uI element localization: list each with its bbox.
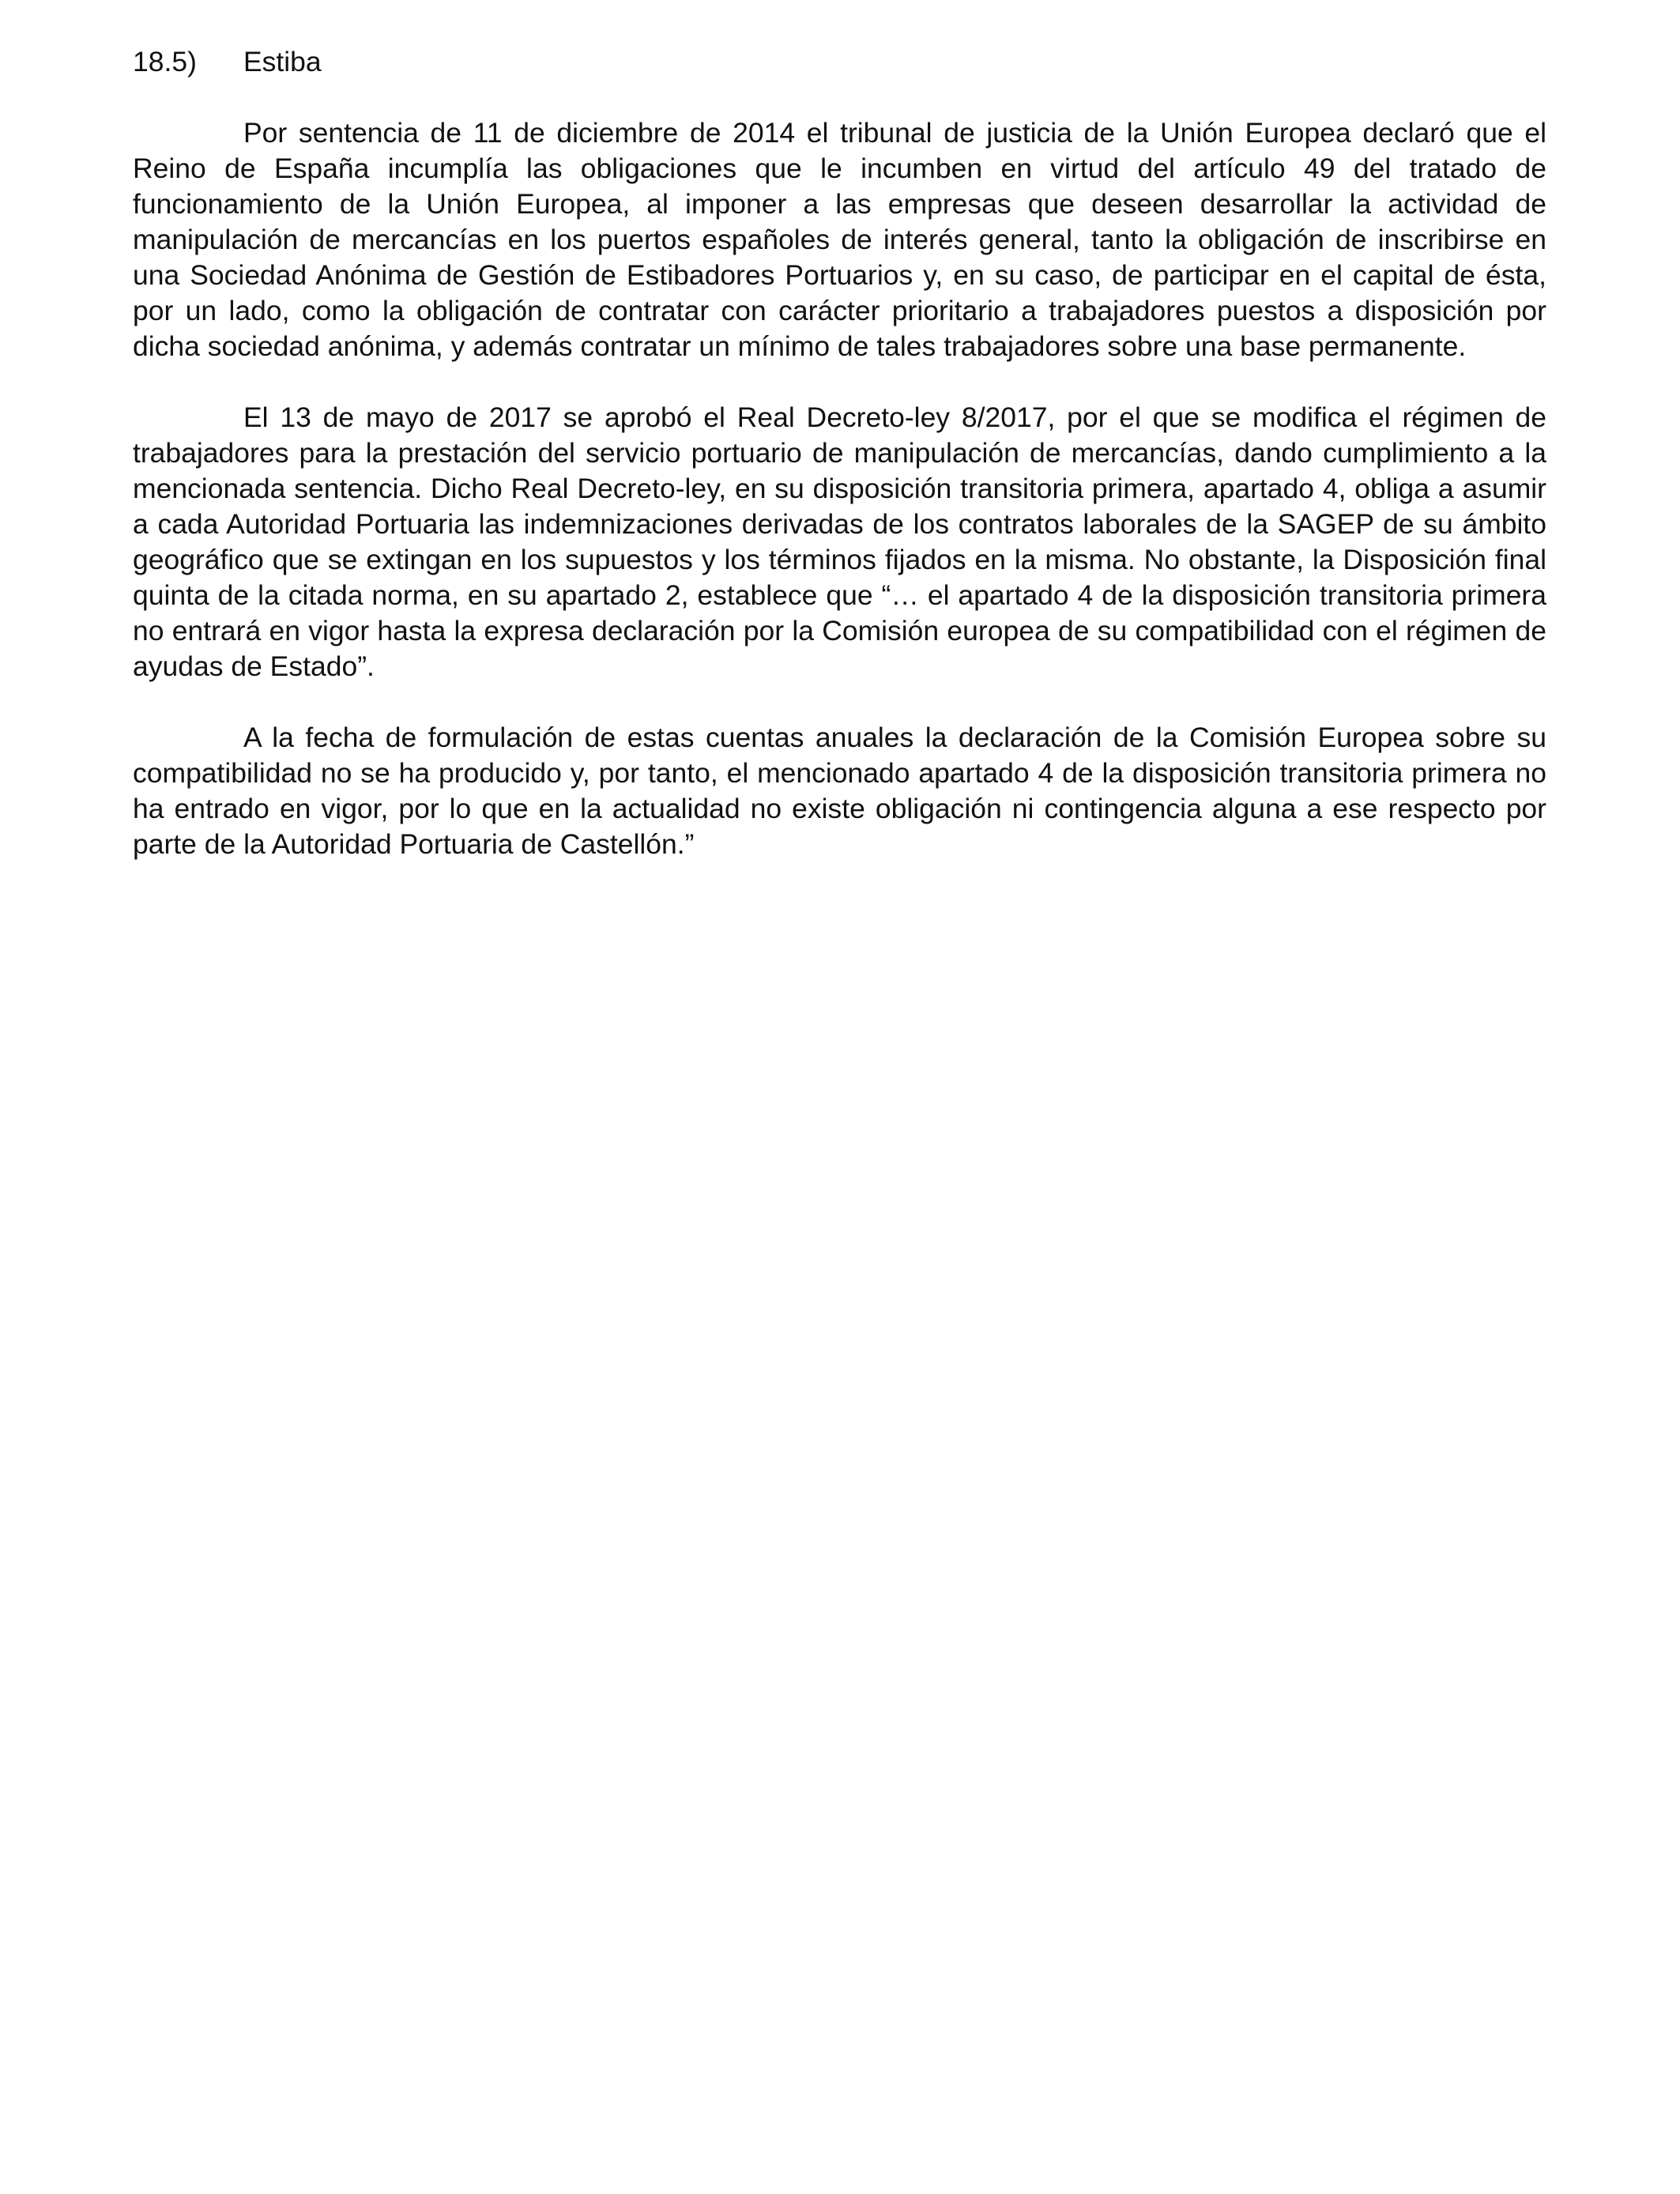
section-title: Estiba <box>243 46 322 77</box>
document-body <box>133 44 1546 862</box>
section-heading <box>133 44 1546 80</box>
paragraph-sentencia: Por sentencia de 11 de diciembre de 2014 el tribunal de justicia de la Unión Europea declaró que el Reino de España incumplía las obligaciones que le incumben en virtud del artículo 49 del tratado de funcionamiento de la Unión Europea, al imponer a las empresas que deseen desarrollar la actividad de manipulación de mercancías en los puertos españoles de interés general, tanto la obligación de inscribirse en una Sociedad Anónima de Gestión de Estibadores Portuarios y, en su caso, de participar en el capital de ésta, por un lado, como la obligación de contratar con carácter prioritario a trabajadores puestos a disposición por dicha sociedad anónima, y además contratar un mínimo de tales trabajadores sobre una base permanente. <box>133 117 1546 362</box>
section-number: 18.5) <box>133 46 197 77</box>
paragraph-cuentas-anuales: A la fecha de formulación de estas cuentas anuales la declaración de la Comisión Europea sobre su compatibilidad no se ha producido y, por tanto, el mencionado apartado 4 de la disposición transitoria primera no ha entrado en vigor, por lo que en la actualidad no existe obligación ni contingencia alguna a ese respecto por parte de la Autoridad Portuaria de Castellón.” <box>133 722 1546 860</box>
paragraph-real-decreto: El 13 de mayo de 2017 se aprobó el Real Decreto-ley 8/2017, por el que se modifica el régimen de trabajadores para la prestación del servicio portuario de manipulación de mercancías, dando cumplimiento a la mencionada sentencia. Dicho Real Decreto-ley, en su disposición transitoria primera, apartado 4, obliga a asumir a cada Autoridad Portuaria las indemnizaciones derivadas de los contratos laborales de la SAGEP de su ámbito geográfico que se extingan en los supuestos y los términos fijados en la misma. No obstante, la Disposición final quinta de la citada norma, en su apartado 2, establece que “… el apartado 4 de la disposición transitoria primera no entrará en vigor hasta la expresa declaración por la Comisión europea de su compatibilidad con el régimen de ayudas de Estado”. <box>133 401 1546 682</box>
